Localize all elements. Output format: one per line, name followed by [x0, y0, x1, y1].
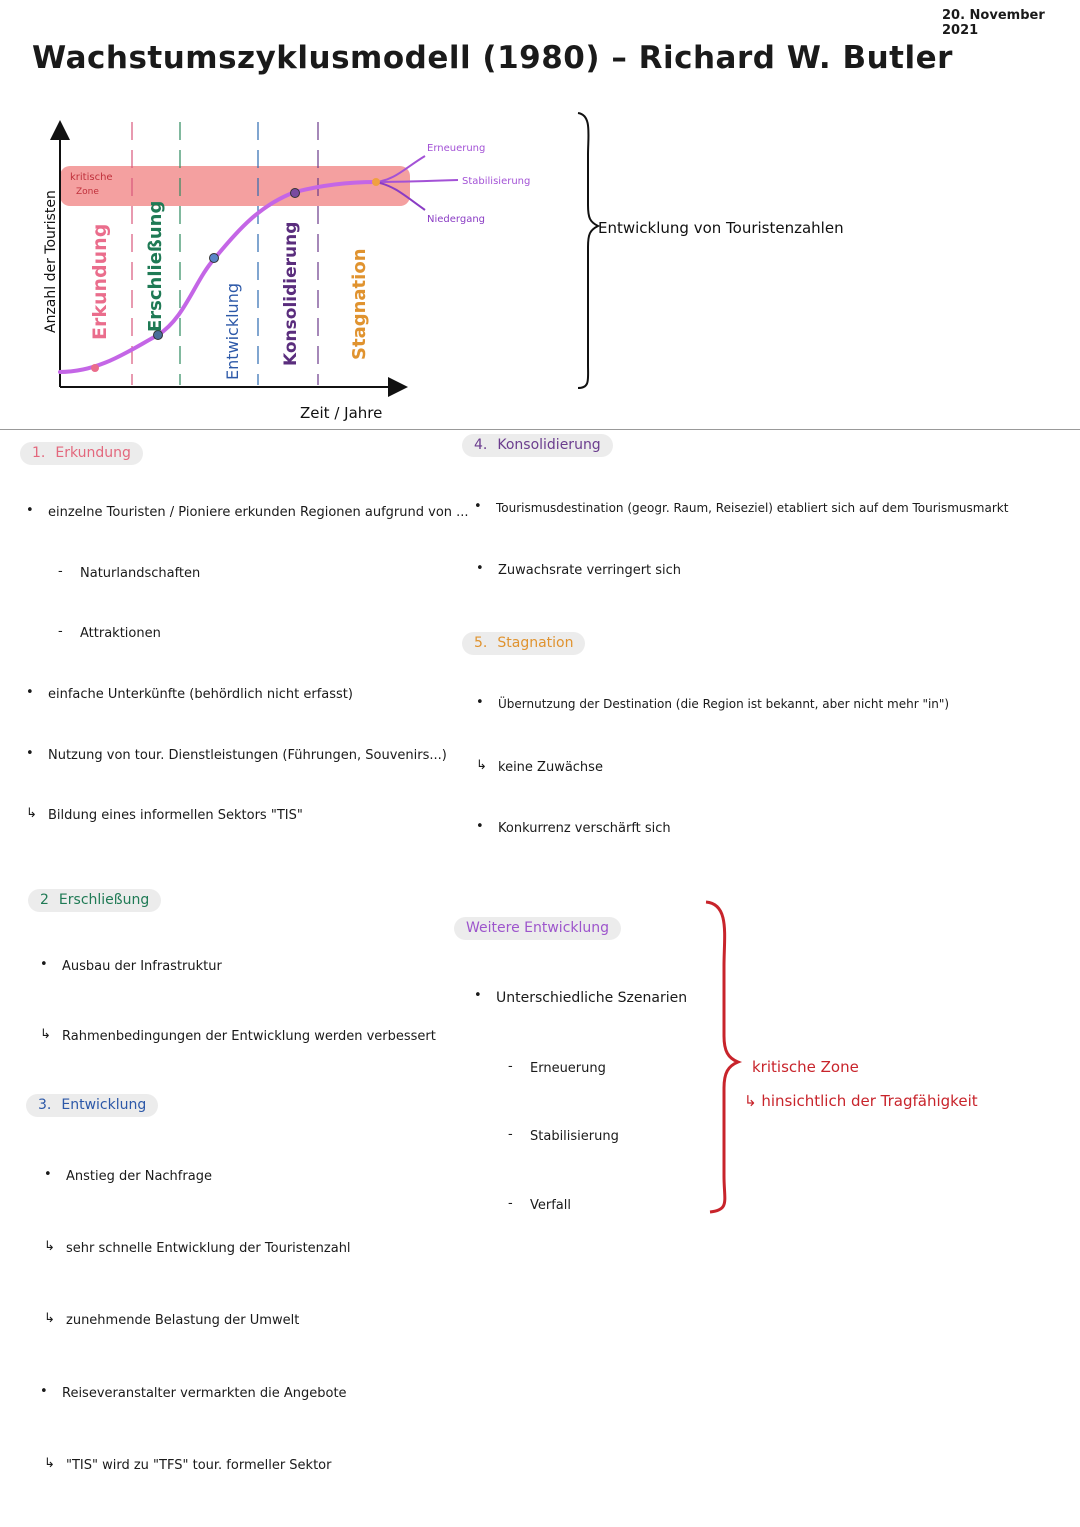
list-item: ↳ zunehmende Belastung der Umwelt: [44, 1311, 300, 1328]
list-item: ↳ "TIS" wird zu "TFS" tour. formeller Sektor: [44, 1456, 332, 1473]
section-3-heading: [26, 1094, 158, 1117]
section-2-heading: [28, 889, 161, 912]
y-axis-label: Anzahl der Touristen: [43, 190, 59, 333]
list-item: • Übernutzung der Destination (die Region ist bekannt, aber nicht mehr "in"): [476, 695, 950, 711]
list-item: ↳ keine Zuwächse: [476, 758, 603, 775]
section-5-heading: [462, 632, 585, 655]
list-item: • Tourismusdestination (geogr. Raum, Reiseziel) etabliert sich auf dem Tourismusmarkt: [474, 499, 1009, 515]
phase-label-erkundung: Erkundung: [89, 223, 111, 340]
curve-point-3: [210, 254, 219, 263]
list-item: • Zuwachsrate verringert sich: [476, 561, 682, 578]
capacity-note: ↳ hinsichtlich der Tragfähigkeit: [744, 1092, 978, 1110]
list-item: ↳ sehr schnelle Entwicklung der Touristenzahl: [44, 1239, 351, 1256]
section-6-title: Weitere Entwicklung: [466, 920, 610, 936]
list-item: • einfache Unterkünfte (behördlich nicht erfasst): [26, 685, 353, 702]
section-5-number: 5.: [474, 635, 488, 651]
page-title: Wachstumszyklusmodell (1980) – Richard W. Butler: [32, 40, 953, 76]
brace-label: Entwicklung von Touristenzahlen: [598, 219, 844, 237]
section-1-number: 1.: [32, 445, 46, 461]
critical-zone-label-2: Zone: [76, 187, 99, 197]
divider-line: [0, 429, 1080, 430]
section-4-number: 4.: [474, 437, 488, 453]
phase-label-erschliessung: Erschließung: [145, 200, 166, 332]
branch-label-stabilisierung: Stabilisierung: [462, 176, 531, 187]
curve-point-5: [372, 178, 380, 186]
list-item: - Naturlandschaften: [58, 564, 201, 581]
section-2-number: 2: [40, 892, 49, 908]
list-item: • Unterschiedliche Szenarien: [474, 988, 688, 1006]
curve-point-4: [291, 189, 300, 198]
section-3-number: 3.: [38, 1097, 52, 1113]
list-item: - Erneuerung: [508, 1059, 606, 1076]
section-4-heading: [462, 434, 613, 457]
list-item: • Nutzung von tour. Dienstleistungen (Führungen, Souvenirs...): [26, 746, 447, 763]
butler-diagram: [0, 95, 1080, 430]
section-6-heading: [454, 917, 621, 940]
date: 20. November 2021: [942, 8, 1045, 38]
section-1-title: Erkundung: [55, 445, 131, 461]
butler-diagram-svg: [0, 95, 1080, 430]
list-item: • Konkurrenz verschärft sich: [476, 819, 671, 836]
list-item: • Reiseveranstalter vermarkten die Angebote: [40, 1384, 347, 1401]
list-item: • Anstieg der Nachfrage: [44, 1167, 212, 1184]
section-3-title: Entwicklung: [61, 1097, 147, 1113]
list-item: ↳ Bildung eines informellen Sektors "TIS": [26, 806, 303, 823]
branch-label-niedergang: Niedergang: [427, 214, 486, 225]
curve-point-1: [91, 364, 99, 372]
list-item: • einzelne Touristen / Pioniere erkunden Regionen aufgrund von ...: [26, 503, 469, 520]
list-item: • Ausbau der Infrastruktur: [40, 957, 222, 974]
section-1-heading: [20, 442, 143, 465]
chart-brace: [578, 113, 598, 388]
scenario-brace: [700, 896, 760, 1216]
phase-label-stagnation: Stagnation: [349, 248, 370, 360]
section-4-title: Konsolidierung: [497, 437, 601, 453]
critical-zone-label-1: kritische: [70, 172, 113, 183]
list-item: - Stabilisierung: [508, 1127, 619, 1144]
list-item: - Attraktionen: [58, 624, 161, 641]
critical-zone-note: kritische Zone: [752, 1058, 859, 1076]
section-5-title: Stagnation: [497, 635, 574, 651]
phase-label-konsolidierung: Konsolidierung: [281, 221, 301, 366]
section-2-title: Erschließung: [58, 892, 150, 908]
phase-label-entwicklung: Entwicklung: [223, 283, 242, 380]
x-axis-label: Zeit / Jahre: [300, 404, 383, 422]
list-item: - Verfall: [508, 1196, 571, 1213]
list-item: ↳ Rahmenbedingungen der Entwicklung werden verbessert: [40, 1027, 436, 1044]
branch-label-erneuerung: Erneuerung: [427, 143, 486, 154]
